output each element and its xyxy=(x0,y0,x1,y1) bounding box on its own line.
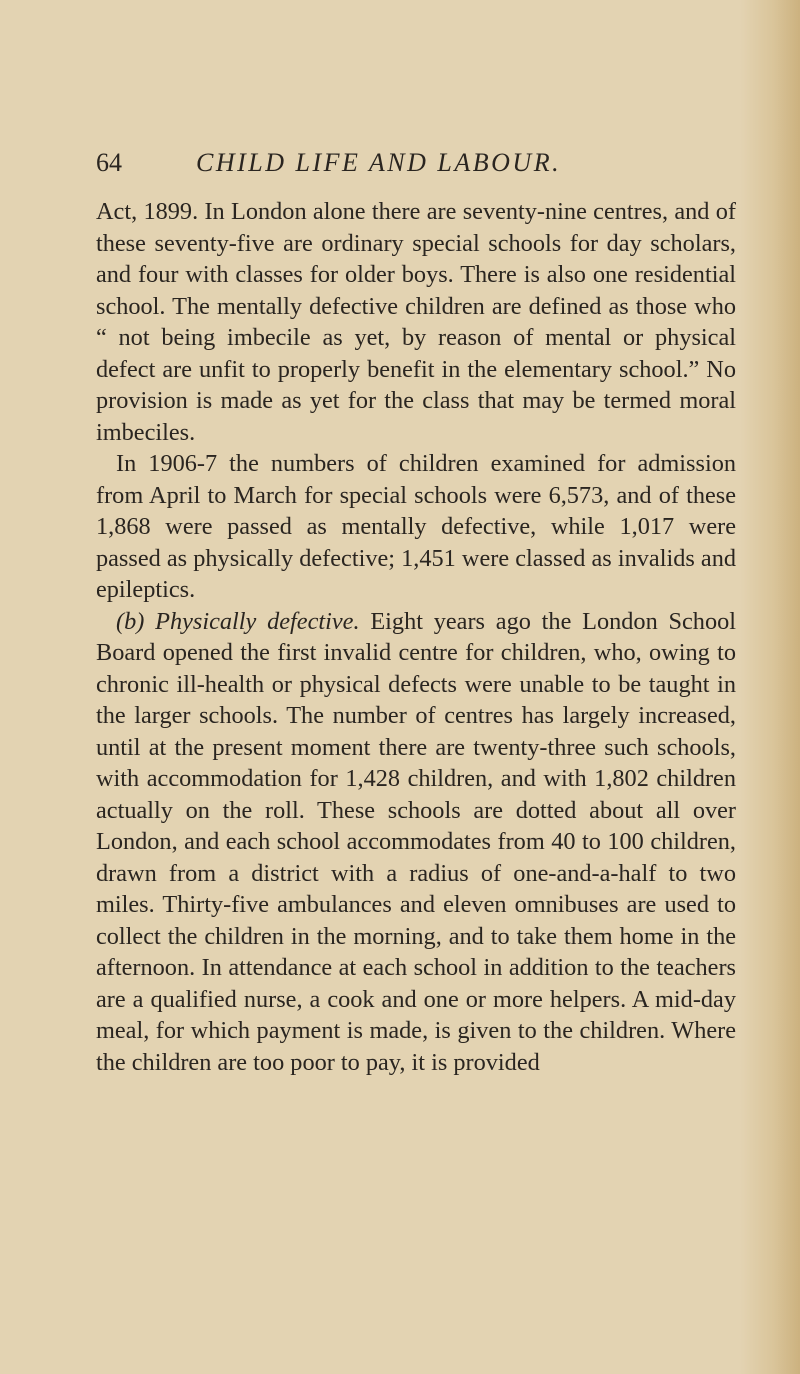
running-header xyxy=(96,148,736,188)
running-title: CHILD LIFE AND LABOUR. xyxy=(196,148,562,177)
book-page xyxy=(96,148,736,1078)
paragraph-continuation: Act, 1899. In London alone there are seventy-nine centres, and of these seventy-five are ordinary special schools for day scholars, and four with classes for older boys. There is also one residential school. The mentally defective children are defined as those who “ not being imbecile as yet, by reason of mental or physical defect are unfit to properly benefit in the elementary school.” No provision is made as yet for the class that may be termed moral imbeciles. xyxy=(96,198,736,446)
page-edge-shading xyxy=(740,0,800,1374)
paragraph-physically-defective xyxy=(96,606,736,1079)
section-text: Eight years ago the London School Board opened the first invalid centre for children, who, owing to chronic ill-health or physical defects were unable to be taught in the larger schools. The number of centres has largely increased, until at the present moment there are twenty-three such schools, with accommodation for 1,428 children, and with 1,802 children actually on the roll. These schools are dotted about all over London, and each school accommodates from 40 to 100 children, drawn from a district with a radius of one-and-a-half to two miles. Thirty-five ambulances and eleven omnibuses are used to collect the children in the morning, and to take them home in the afternoon. In attendance at each school in addition to the teachers are a qualified nurse, a cook and one or more helpers. A mid-day meal, for which payment is made, is given to the children. Where the children are too poor to pay, it is provided xyxy=(96,607,737,1076)
page-number: 64 xyxy=(96,148,122,177)
section-heading: Physically defective. xyxy=(155,607,360,635)
paragraph-statistics: In 1906-7 the numbers of children examined for admission from April to March for special schools were 6,573, and of these 1,868 were passed as mentally defective, while 1,017 were passed as physically defective; 1,451 were classed as invalids and epileptics. xyxy=(96,450,736,603)
body-text xyxy=(96,196,736,1078)
section-label: (b) xyxy=(116,607,145,635)
